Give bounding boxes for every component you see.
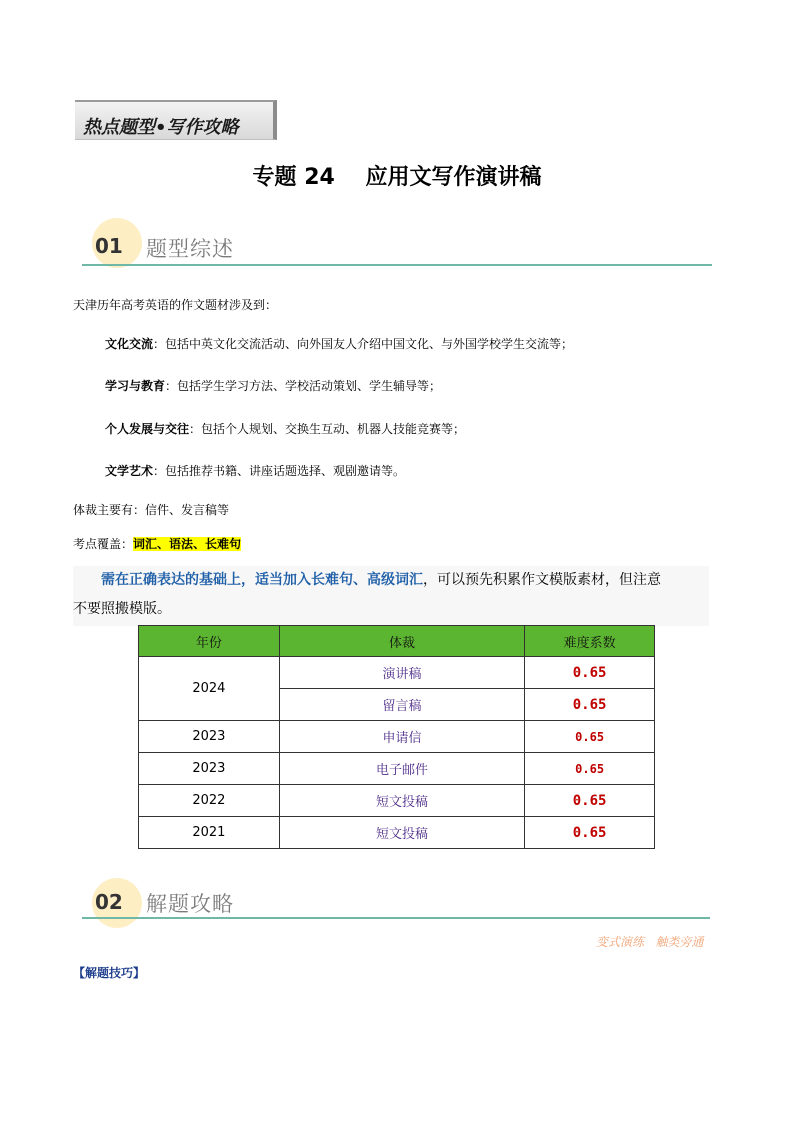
- genre-cell: 演讲稿: [279, 657, 524, 689]
- table-row: [139, 753, 655, 785]
- genres-line: 体裁主要有：信件、发言稿等: [73, 503, 230, 517]
- topic-text: ：包括推荐书籍、讲座话题选择、观剧邀请等。: [153, 464, 406, 478]
- topic-item: [105, 462, 405, 479]
- category-tag-text: 热点题型•写作攻略: [83, 117, 239, 138]
- genre-cell: 留言稿: [279, 689, 524, 721]
- section2-divider: [82, 917, 710, 919]
- tip-note: [73, 566, 709, 626]
- table-header-row: [139, 626, 655, 657]
- table-row: [139, 721, 655, 753]
- coverage-line: [73, 535, 241, 552]
- coef-cell: 0.65: [525, 817, 655, 849]
- section2-number: 02: [95, 890, 123, 914]
- topic-label: 文化交流: [105, 337, 154, 351]
- topic-text: ：包括学生学习方法、学校活动策划、学生辅导等；: [165, 379, 442, 393]
- skill-heading: 【解题技巧】: [73, 966, 146, 980]
- tip-note-line2: 不要照搬模版。: [73, 601, 171, 617]
- table-row: [139, 785, 655, 817]
- topic-item: [105, 335, 573, 352]
- coef-cell: 0.65: [525, 785, 655, 817]
- coverage-highlight: 词汇、语法、长难句: [133, 537, 242, 551]
- slogan: 变式演练 触类旁通: [596, 935, 704, 949]
- coef-cell: 0.65: [525, 721, 655, 753]
- topic-label: 个人发展与交往: [105, 422, 190, 436]
- topic-label: 文学艺术: [105, 464, 154, 478]
- table-header: 年份: [139, 626, 280, 657]
- tip-emphasis: 需在正确表达的基础上，适当加入长难句、高级词汇: [101, 572, 423, 588]
- coef-cell: 0.65: [525, 657, 655, 689]
- topic-item: [105, 420, 465, 437]
- year-cell: 2022: [139, 785, 280, 817]
- topic-text: ：包括中英文化交流活动、向外国友人介绍中国文化、与外国学校学生交流等；: [153, 337, 574, 351]
- exam-table: [138, 625, 655, 849]
- genre-cell: 电子邮件: [279, 753, 524, 785]
- coef-cell: 0.65: [525, 689, 655, 721]
- genre-cell: 短文投稿: [279, 785, 524, 817]
- year-cell: 2024: [139, 657, 280, 721]
- topic-text: ：包括个人规划、交换生互动、机器人技能竞赛等；: [189, 422, 466, 436]
- page-title: 专题 24 应用文写作演讲稿: [252, 165, 542, 190]
- topic-label: 学习与教育: [105, 379, 166, 393]
- year-cell: 2021: [139, 817, 280, 849]
- section1-title: 题型综述: [146, 237, 234, 261]
- category-tag: [75, 100, 277, 140]
- section1-divider: [82, 264, 712, 266]
- coverage-prefix: 考点覆盖：: [73, 537, 134, 551]
- year-cell: 2023: [139, 721, 280, 753]
- year-cell: 2023: [139, 753, 280, 785]
- tip-note-line1: [101, 569, 661, 589]
- intro-text: 天津历年高考英语的作文题材涉及到：: [73, 298, 278, 312]
- table-header: 难度系数: [525, 626, 655, 657]
- table-row: [139, 817, 655, 849]
- genre-cell: 申请信: [279, 721, 524, 753]
- table-header: 体裁: [279, 626, 524, 657]
- section2-title: 解题攻略: [146, 892, 234, 916]
- table-row: [139, 657, 655, 689]
- section1-number: 01: [95, 234, 123, 258]
- topic-item: [105, 377, 441, 394]
- coef-cell: 0.65: [525, 753, 655, 785]
- genre-cell: 短文投稿: [279, 817, 524, 849]
- tip-rest: ，可以预先积累作文模版素材，但注意: [423, 572, 661, 588]
